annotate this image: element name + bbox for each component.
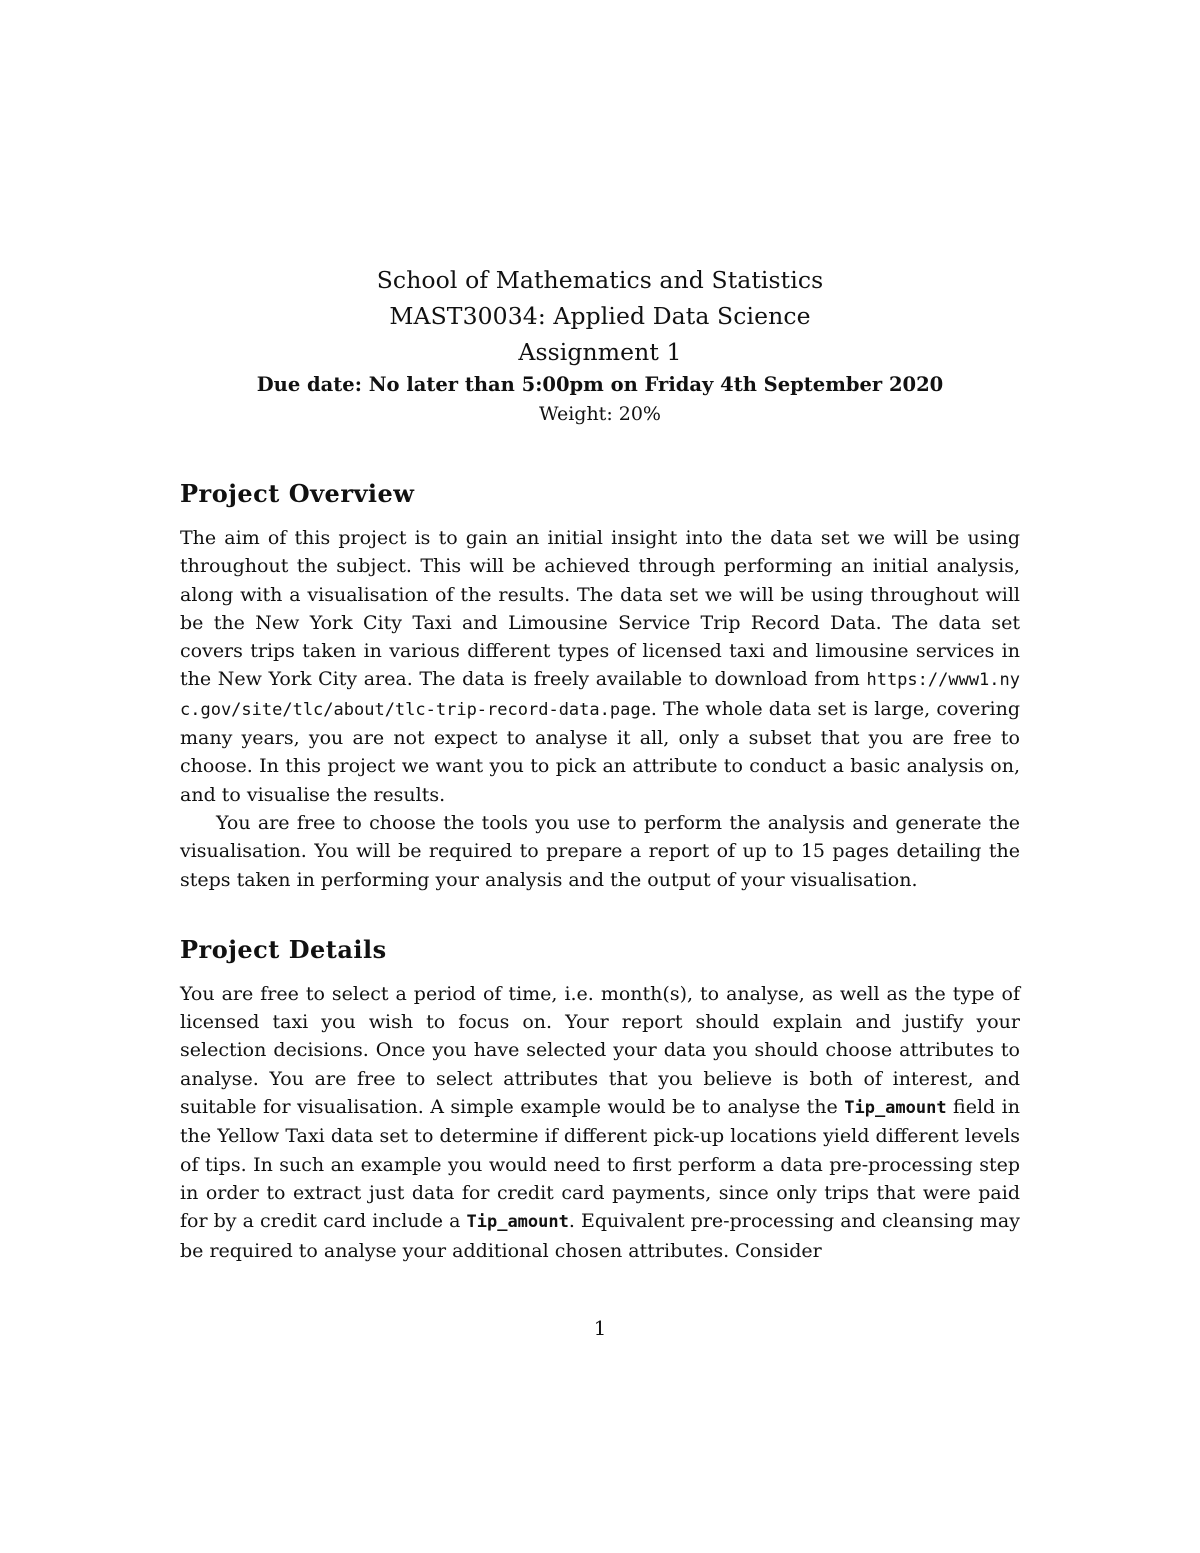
overview-text-before-link: The aim of this project is to gain an initial insight into the data set we will be using throughout the subject. This will be achieved through performing an initial analysis, along with a visualisation of the results. The data set we will be using throughout will be the New York City Taxi and Limousine Service Trip Record Data. The data set covers trips taken in various different types of licensed taxi and limousine services in the New York City area. The data is freely available to download from [180, 527, 1020, 691]
section-project-details [180, 932, 1020, 1265]
main-content [180, 476, 1020, 1265]
weight: Weight: 20% [538, 403, 661, 425]
school-name: School of Mathematics and Statistics [376, 266, 824, 294]
due-date: Due date: No later than 5:00pm on Friday 4th September 2020 [256, 373, 944, 396]
field-name-tip-amount-2: Tip_amount [466, 1212, 569, 1233]
section-heading-overview: Project Overview [180, 479, 415, 508]
title-block [0, 262, 1200, 428]
overview-paragraph-2: You are free to choose the tools you use to perform the analysis and generate the visualisation. You will be required to prepare a report of up to 15 pages detailing the steps taken in performing your analysis and the output of your visualisation. [180, 811, 1020, 891]
overview-paragraph-1 [180, 524, 1020, 809]
details-text-b: field in the Yellow Taxi data set to determine if different pick-up locations yield different levels of tips. In such an example you would need to first perform a data pre-processing step in order to extract just data for credit card payments, since only trips that were paid for by a credit card include a [180, 1096, 1020, 1233]
details-text-c: . Equivalent pre-processing and cleansing may be required to analyse your additional chosen attributes. Consider [180, 1210, 1020, 1262]
section-project-overview [180, 476, 1020, 894]
section-heading-details: Project Details [180, 934, 387, 964]
overview-text-after-link: . The whole data set is large, covering many years, you are not expect to analyse it all, only a subset that you are free to choose. In this project we want you to pick an attribute to conduct a basic analysis on, and to visualise the results. [180, 697, 1020, 806]
data-download-link[interactable]: https://www1.nyc.gov/site/tlc/about/tlc-trip-record-data.page [180, 670, 1020, 720]
field-name-tip-amount: Tip_amount [844, 1098, 947, 1119]
details-text-a: You are free to select a period of time, i.e. month(s), to analyse, as well as the type of licensed taxi you wish to focus on. Your report should explain and justify your selection decisions. Once you have selected your data you should choose attributes to analyse. You are free to select attributes that you believe is both of interest, and suitable for visualisation. A simple example would be to analyse the [180, 982, 1020, 1119]
page-number: 1 [593, 1316, 607, 1340]
details-paragraph-1 [180, 980, 1020, 1265]
assignment-title: Assignment 1 [518, 338, 682, 366]
course-title: MAST30034: Applied Data Science [389, 302, 811, 330]
